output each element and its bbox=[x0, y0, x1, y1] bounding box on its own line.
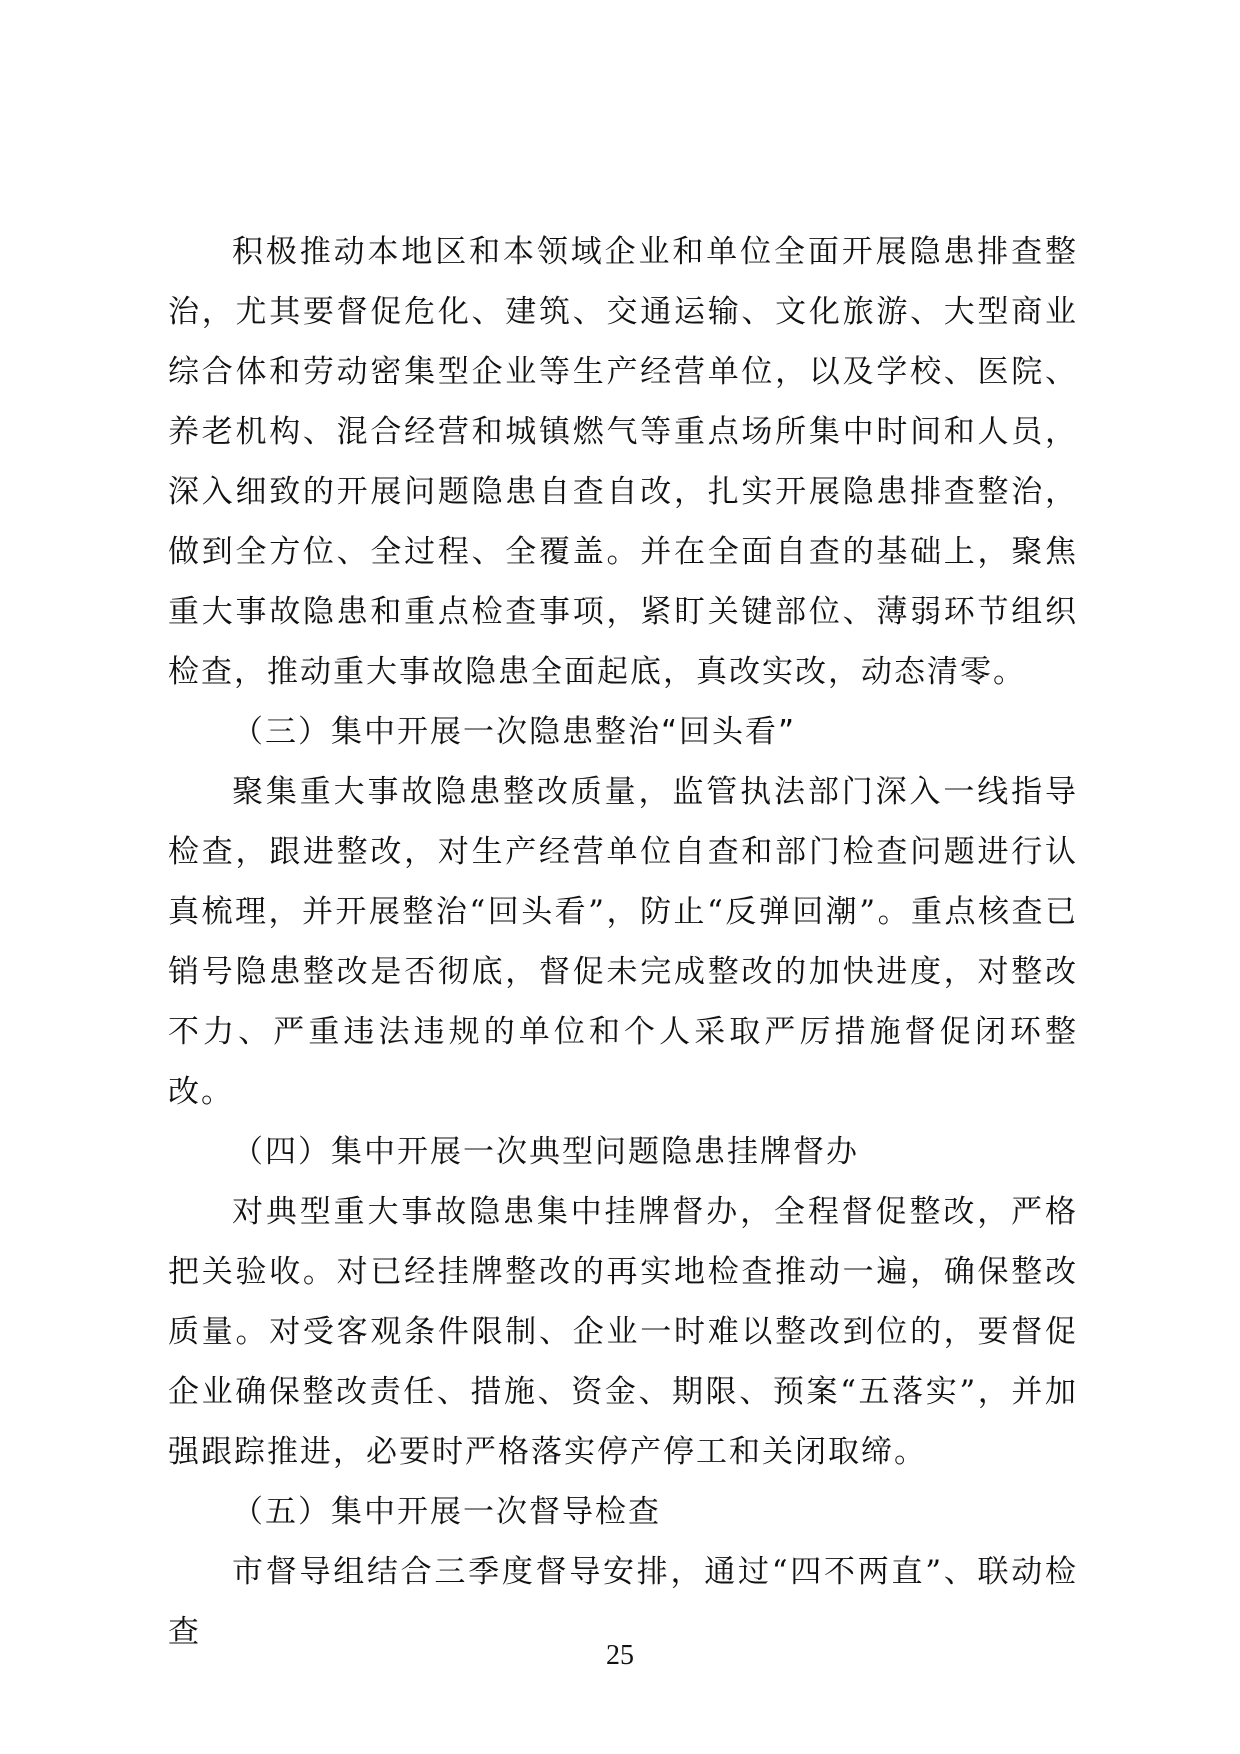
paragraph-inspection: 市督导组结合三季度督导安排，通过“四不两直”、联动检查 bbox=[168, 1554, 1078, 1650]
paragraph-hazard-rectification: 积极推动本地区和本领域企业和单位全面开展隐患排查整治，尤其要督促危化、建筑、交通运输、文化旅游、大型商业综合体和劳动密集型企业等生产经营单位，以及学校、医院、养老机构、混合经营和城镇燃气等重点场所集中时间和人员，深入细致的开展问题隐患自查自改，扎实开展隐患排查整治，做到全方位、全过程、全覆盖。并在全面自查的基础上，聚焦重大事故隐患和重点检查事项，紧盯关键部位、薄弱环节组织检查，推动重大事故隐患全面起底，真改实改，动态清零。 bbox=[168, 234, 1078, 690]
page-number: 25 bbox=[606, 1640, 634, 1671]
document-body bbox=[168, 222, 1078, 1662]
paragraph-review: 聚集重大事故隐患整改质量，监管执法部门深入一线指导检查，跟进整改，对生产经营单位自查和部门检查问题进行认真梳理，并开展整治“回头看”，防止“反弹回潮”。重点核查已销号隐患整改是否彻底，督促未完成整改的加快进度，对整改不力、严重违法违规的单位和个人采取严厉措施督促闭环整改。 bbox=[168, 774, 1078, 1110]
section-heading-4: （四）集中开展一次典型问题隐患挂牌督办 bbox=[232, 1134, 859, 1170]
section-heading-3: （三）集中开展一次隐患整治“回头看” bbox=[232, 714, 797, 750]
paragraph-supervision: 对典型重大事故隐患集中挂牌督办，全程督促整改，严格把关验收。对已经挂牌整改的再实地检查推动一遍，确保整改质量。对受客观条件限制、企业一时难以整改到位的，要督促企业确保整改责任、措施、资金、期限、预案“五落实”，并加强跟踪推进，必要时严格落实停产停工和关闭取缔。 bbox=[168, 1194, 1078, 1470]
section-heading-5: （五）集中开展一次督导检查 bbox=[232, 1494, 661, 1530]
